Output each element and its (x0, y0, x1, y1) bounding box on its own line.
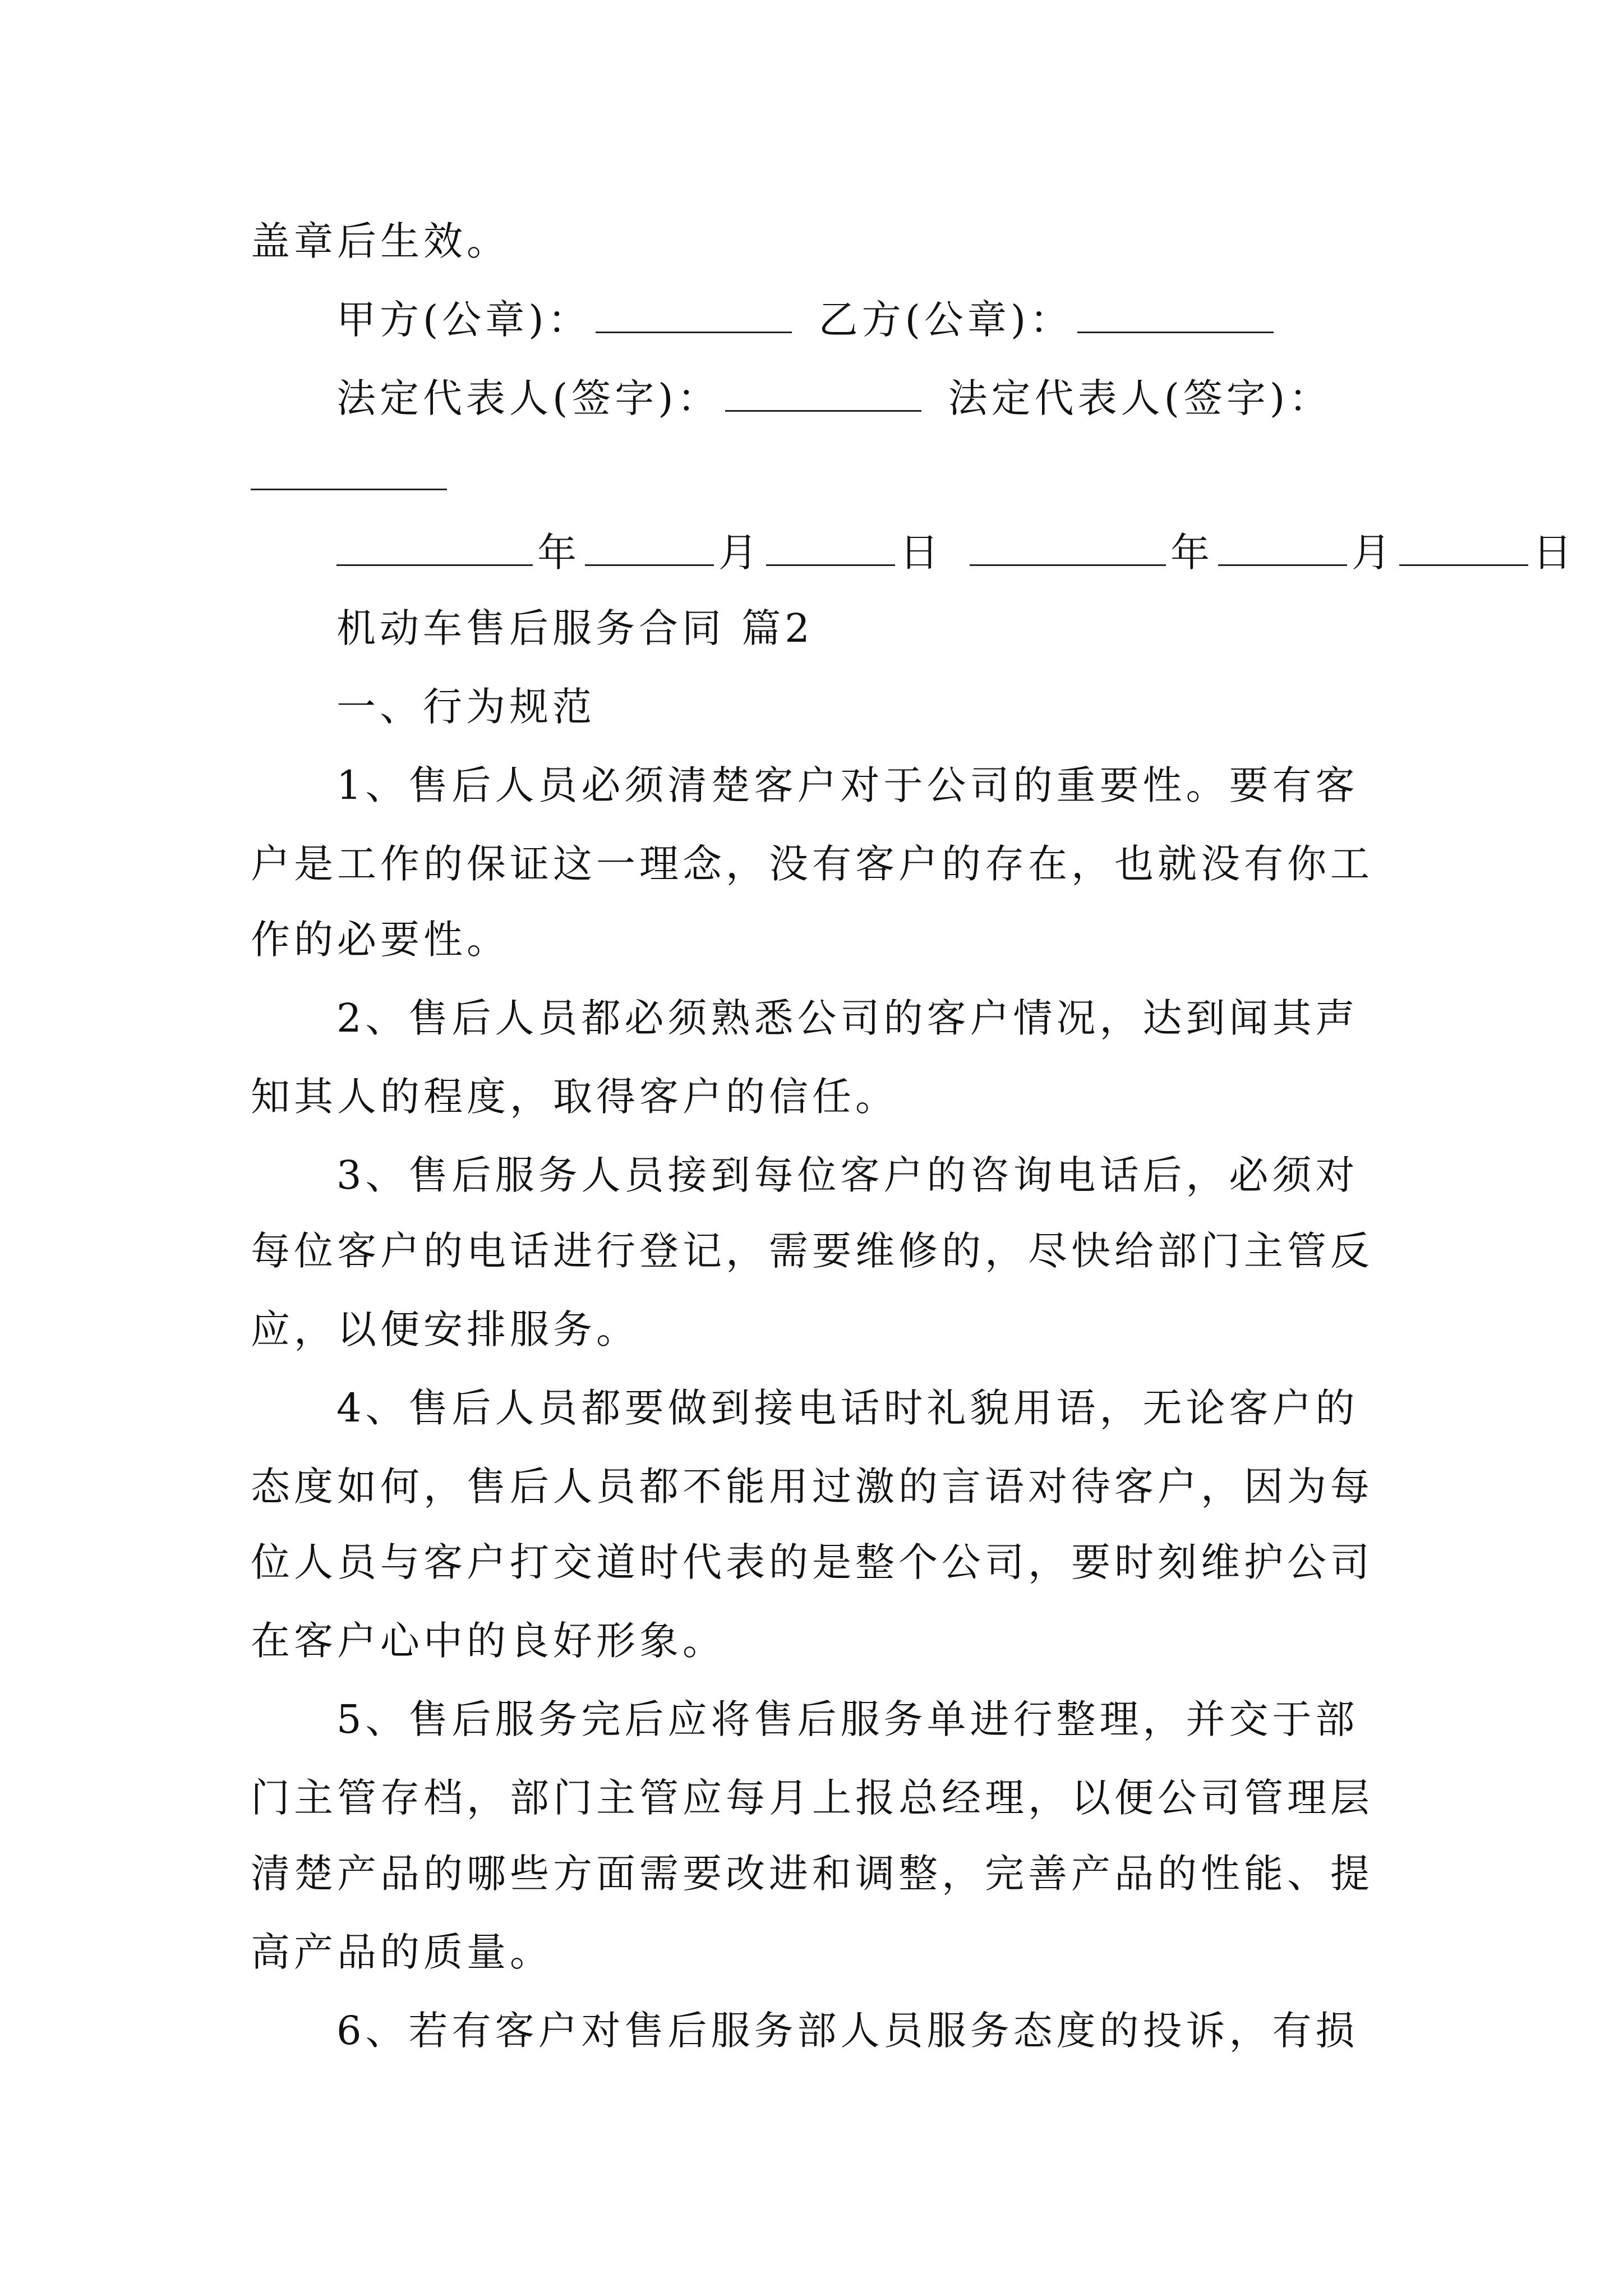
party-a-rep-label: 法定代表人(签字)： (336, 375, 721, 421)
month-blank-b (1218, 531, 1347, 566)
paragraph-line: 5、售后服务完后应将售后服务单进行整理，并交于部 (336, 1696, 1359, 1742)
paragraph-line: 在客户心中的良好形象。 (251, 1618, 726, 1664)
day-label-a: 日 (900, 530, 943, 576)
section-title: 机动车售后服务合同 篇2 (336, 605, 814, 651)
party-b-rep-label: 法定代表人(签字)： (948, 375, 1332, 421)
paragraph-line: 4、售后人员都要做到接电话时礼貌用语，无论客户的 (336, 1385, 1359, 1431)
month-label-a: 月 (718, 530, 762, 576)
day-blank-a (766, 531, 895, 566)
date-line (336, 527, 1576, 578)
representative-continuation (251, 452, 1389, 502)
party-b-seal-blank (1077, 298, 1274, 333)
year-blank-a (336, 531, 533, 566)
day-label-b: 日 (1533, 530, 1576, 576)
paragraph-line: 作的必要性。 (251, 917, 510, 963)
paragraph-line: 清楚产品的哪些方面需要改进和调整，完善产品的性能、提 (251, 1851, 1373, 1897)
paragraph-line: 高产品的质量。 (251, 1929, 553, 1975)
text-line: 盖章后生效。 (251, 218, 510, 264)
party-b-rep-blank (251, 455, 447, 490)
party-a-seal-blank (596, 298, 792, 333)
day-blank-b (1399, 531, 1528, 566)
representative-line (336, 373, 1475, 424)
paragraph-line: 1、售后人员必须清楚客户对于公司的重要性。要有客 (336, 762, 1359, 808)
heading: 一、行为规范 (336, 684, 596, 730)
paragraph-line: 态度如何，售后人员都不能用过激的言语对待客户，因为每 (251, 1464, 1373, 1510)
paragraph-line: 户是工作的保证这一理念，没有客户的存在，也就没有你工 (251, 841, 1373, 887)
paragraph-line: 2、售后人员都必须熟悉公司的客户情况，达到闻其声 (336, 995, 1359, 1041)
paragraph-line: 位人员与客户打交道时代表的是整个公司，要时刻维护公司 (251, 1539, 1373, 1585)
paragraph-line: 应，以便安排服务。 (251, 1306, 639, 1352)
paragraph-line: 3、售后服务人员接到每位客户的咨询电话后，必须对 (336, 1152, 1359, 1198)
paragraph-line: 每位客户的电话进行登记，需要维修的，尽快给部门主管反 (251, 1228, 1373, 1274)
seal-line (336, 295, 1475, 345)
year-blank-b (970, 531, 1166, 566)
year-label-a: 年 (537, 530, 580, 576)
month-blank-a (585, 531, 714, 566)
paragraph-line: 6、若有客户对售后服务部人员服务态度的投诉，有损 (336, 2008, 1359, 2054)
party-b-seal-label: 乙方(公章)： (818, 297, 1073, 343)
year-label-b: 年 (1170, 530, 1214, 576)
paragraph-line: 知其人的程度，取得客户的信任。 (251, 1074, 898, 1120)
month-label-b: 月 (1352, 530, 1395, 576)
paragraph-line: 门主管存档，部门主管应每月上报总经理，以便公司管理层 (251, 1775, 1373, 1821)
party-a-seal-label: 甲方(公章)： (336, 297, 591, 343)
party-a-rep-blank (725, 376, 921, 412)
